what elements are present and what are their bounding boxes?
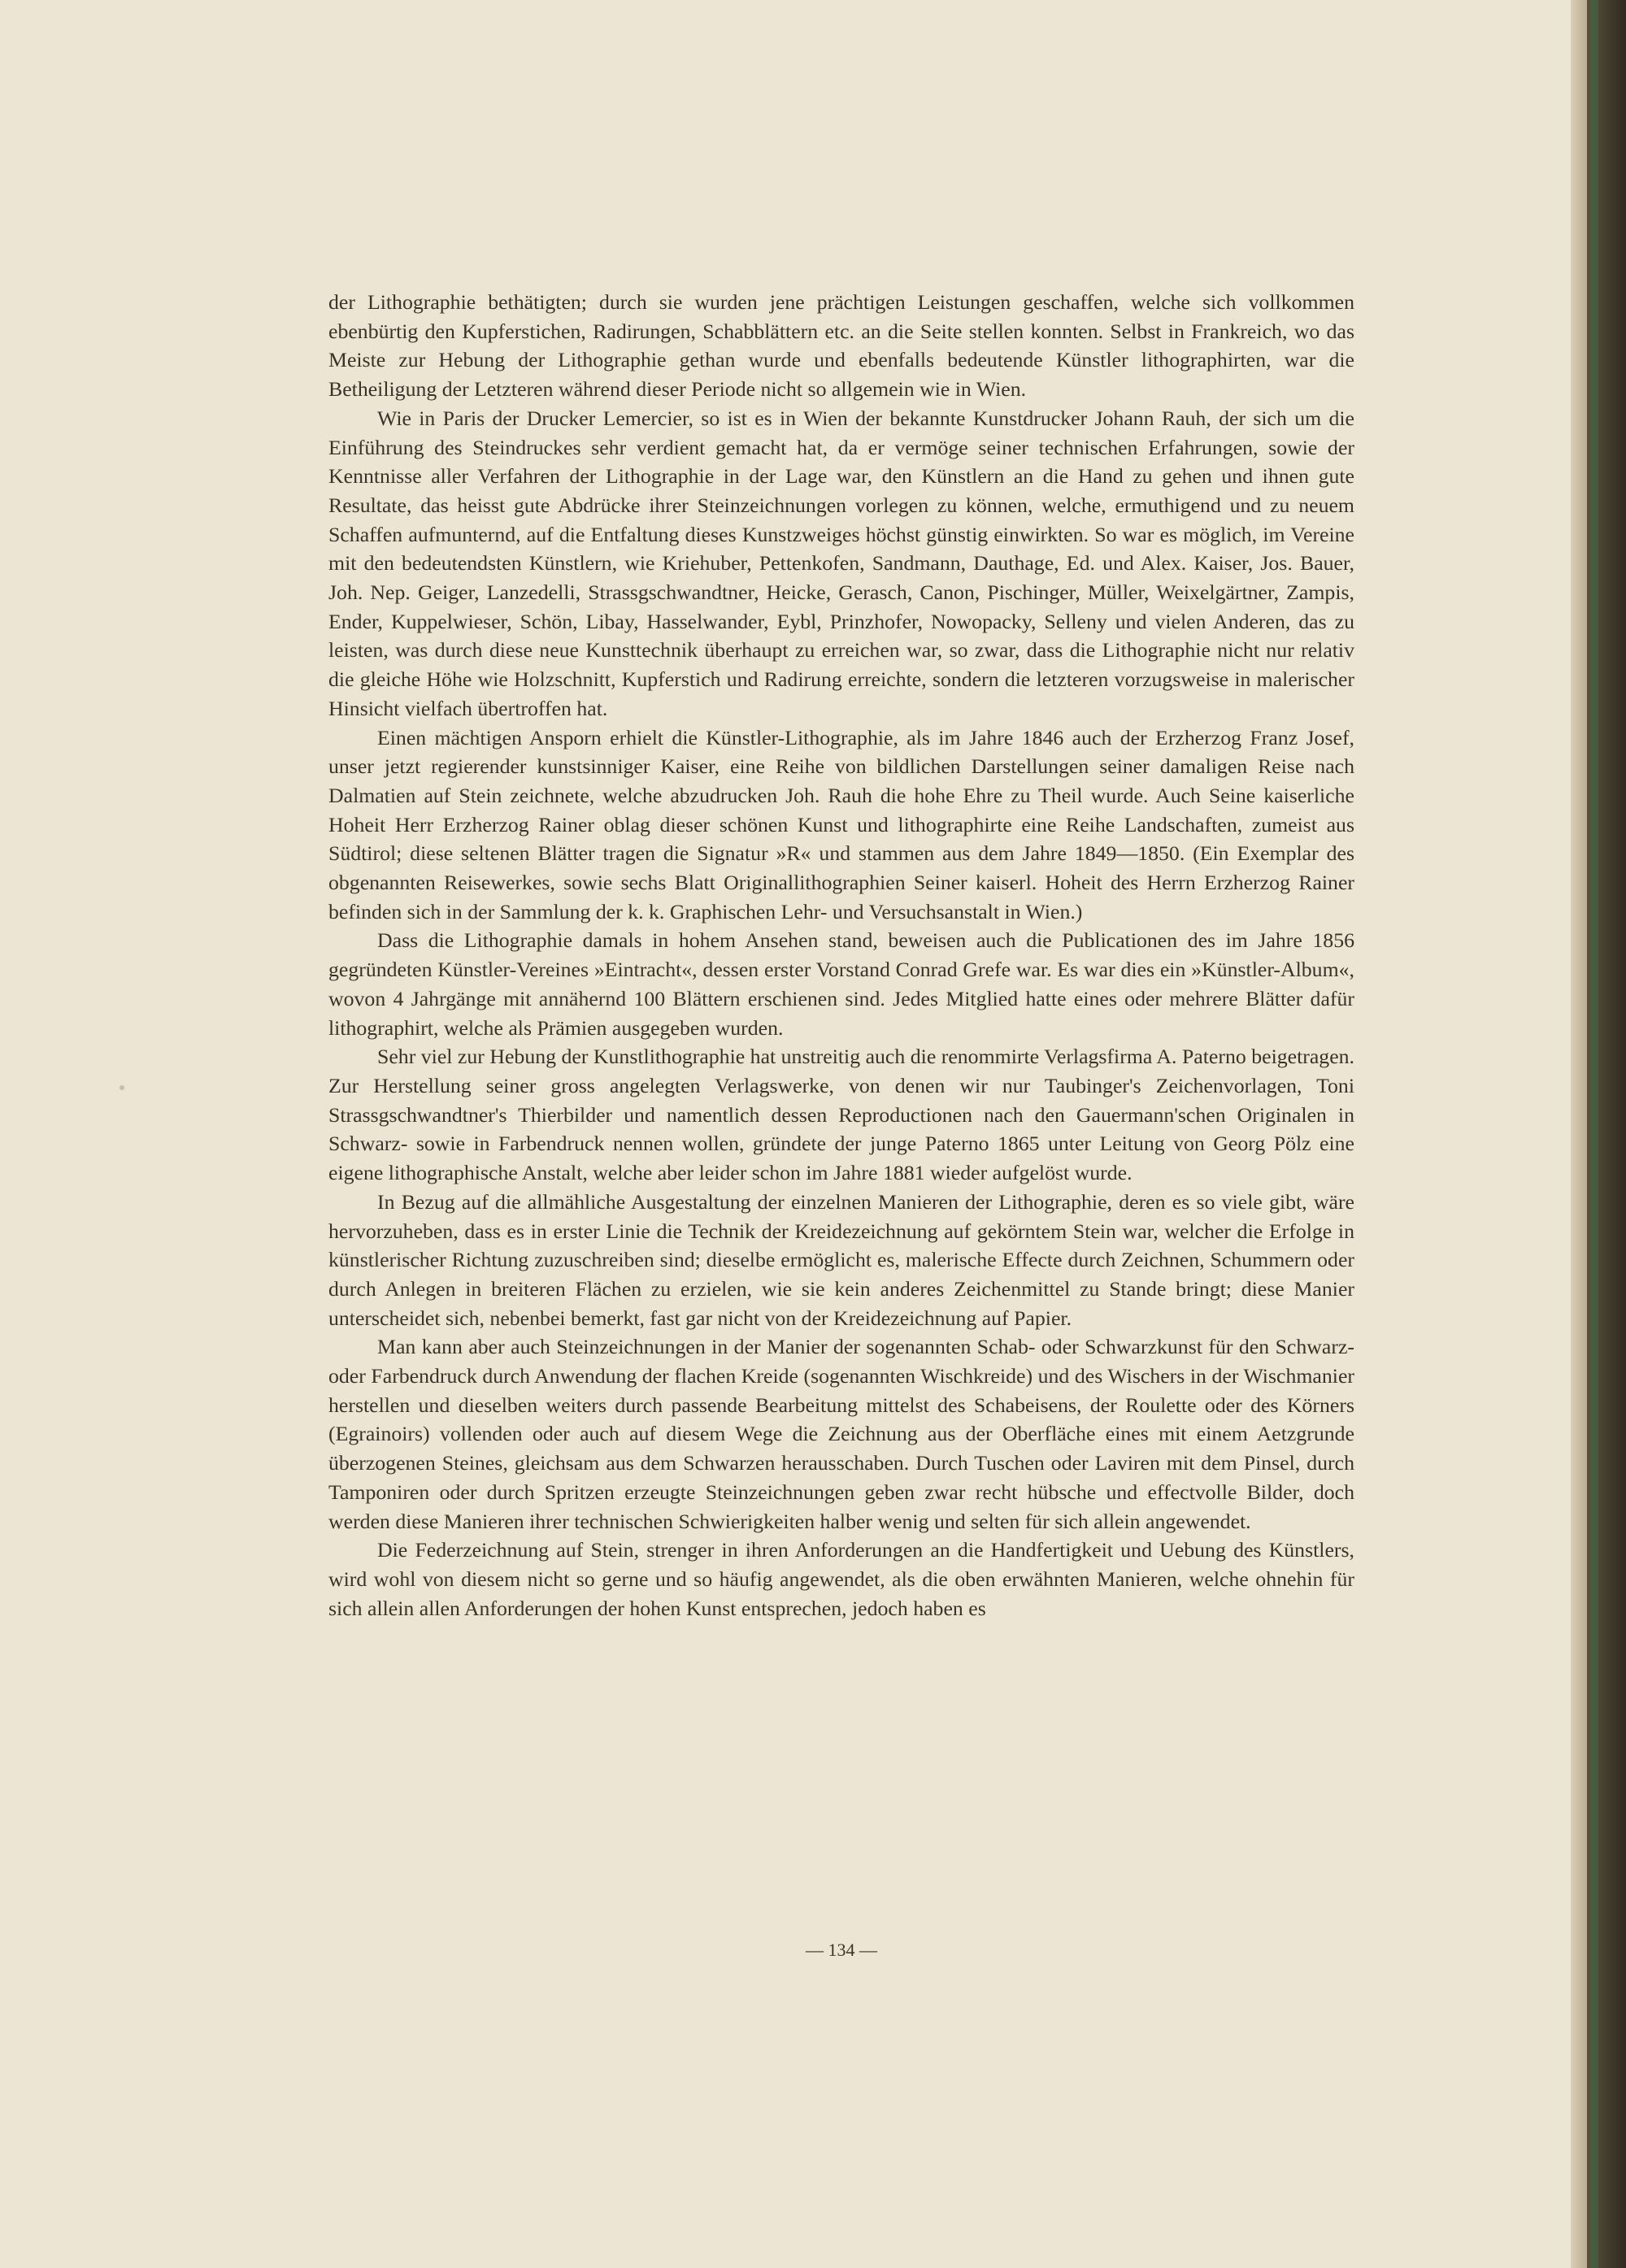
page-edge	[1571, 0, 1587, 2268]
paragraph-6: In Bezug auf die allmähliche Ausgestaltung der einzelnen Manieren der Lithographie, deren es so viele gibt, wäre hervorzuheben, dass es in erster Linie die Technik der Kreidezeichnung auf gekörntem Stein war, welcher die Erfolge in künstlerischer Richtung zuzuschreiben sind; dieselbe ermöglicht es, malerische Effecte durch Zeichnen, Schummern oder durch Anlegen in breiteren Flächen zu erzielen, wie sie kein anderes Zeichenmittel zu Stande bringt; diese Manier unterscheidet sich, nebenbei bemerkt, fast gar nicht von der Kreidezeichnung auf Papier.	[328, 1189, 1354, 1330]
paragraph-1: der Lithographie bethätigten; durch sie wurden jene prächtigen Leistungen geschaffen, welche sich vollkommen ebenbürtig den Kupferstichen, Radirungen, Schabblättern etc. an die Seite stellen konnten. Selbst in Frankreich, wo das Meiste zur Hebung der Lithographie gethan wurde und ebenfalls bedeutende Künstler lithographirten, war die Betheiligung der Letzteren während dieser Periode nicht so allgemein wie in Wien.	[328, 290, 1354, 402]
paper-spot	[120, 1085, 124, 1090]
binding-cloth-strip	[1590, 0, 1598, 2268]
paragraph-4: Dass die Lithographie damals in hohem Ansehen stand, beweisen auch die Publicationen des im Jahre 1856 gegründeten Künstler-Vereines »Eintracht«, dessen erster Vorstand Conrad Grefe war. Es war dies ein »Künstler-Album«, wovon 4 Jahrgänge mit annähernd 100 Blättern erschienen sind. Jedes Mitglied hatte eines oder mehrere Blätter dafür lithographirt, welche als Prämien ausgegeben wurden.	[328, 928, 1354, 1040]
paragraph-5: Sehr viel zur Hebung der Kunstlithographie hat unstreitig auch die renommirte Verlagsfirma A. Paterno beigetragen. Zur Herstellung seiner gross angelegten Verlagswerke, von denen wir nur Taubinger's Zeichenvorlagen, Toni Strassgschwandtner's Thierbilder und namentlich dessen Reproductionen nach den Gauermann'schen Originalen in Schwarz- sowie in Farbendruck nennen wollen, gründete der junge Paterno 1865 unter Leitung von Georg Pölz eine eigene lithographische Anstalt, welche aber leider schon im Jahre 1881 wieder aufgelöst wurde.	[328, 1045, 1354, 1185]
paragraph-8: Die Federzeichnung auf Stein, strenger in ihren Anforderungen an die Handfertigkeit und Uebung des Künstlers, wird wohl von diesem nicht so gerne und so häufig angewendet, als die oben erwähnten Manieren, welche ohnehin für sich allein allen Anforderungen der hohen Kunst entsprechen, jedoch haben es	[328, 1538, 1354, 1620]
paragraph-3: Einen mächtigen Ansporn erhielt die Künstler-Lithographie, als im Jahre 1846 auch der Erzherzog Franz Josef, unser jetzt regierender kunstsinniger Kaiser, eine Reihe von bildlichen Darstellungen seiner damaligen Reise nach Dalmatien auf Stein zeichnete, welche abzudrucken Joh. Rauh die hohe Ehre zu Theil wurde. Auch Seine kaiserliche Hoheit Herr Erzherzog Rainer oblag dieser schönen Kunst und lithographirte eine Reihe Landschaften, zumeist aus Südtirol; diese seltenen Blätter tragen die Signatur »R« und stammen aus dem Jahre 1849—1850. (Ein Exemplar des obgenannten Reisewerkes, sowie sechs Blatt Originallithographien Seiner kaiserl. Hoheit des Herrn Erzherzog Rainer befinden sich in der Sammlung der k. k. Graphischen Lehr- und Versuchsanstalt in Wien.)	[328, 725, 1354, 923]
body-text	[328, 288, 1354, 1623]
paragraph-7: Man kann aber auch Steinzeichnungen in der Manier der sogenannten Schab- oder Schwarzkunst für den Schwarz- oder Farbendruck durch Anwendung der flachen Kreide (sogenannten Wischkreide) und des Wischers in der Wischmanier herstellen und dieselben weiters durch passende Bearbeitung mittelst des Schabeisens, der Roulette oder des Körners (Egrainoirs) vollenden oder auch auf diesem Wege die Zeichnung aus der Oberfläche eines mit einem Aetzgrunde überzogenen Steines, gleichsam aus dem Schwarzen herausschaben. Durch Tuschen oder Laviren mit dem Pinsel, durch Tamponiren oder durch Spritzen erzeugte Steinzeichnungen geben zwar recht hübsche und effectvolle Bilder, doch werden diese Manieren ihrer technischen Schwierigkeiten halber wenig und selten für sich allein angewendet.	[328, 1335, 1354, 1533]
paragraph-2: Wie in Paris der Drucker Lemercier, so ist es in Wien der bekannte Kunstdrucker Johann Rauh, der sich um die Einführung des Steindruckes sehr verdient gemacht hat, da er vermöge seiner technischen Erfahrungen, sowie der Kenntnisse aller Verfahren der Lithographie in der Lage war, den Künstlern an die Hand zu gehen und ihnen gute Resultate, das heisst gute Abdrücke ihrer Steinzeichnungen vorlegen zu können, welche, ermuthigend und zu neuem Schaffen aufmunternd, auf die Entfaltung dieses Kunstzweiges höchst günstig einwirkten. So war es möglich, im Vereine mit den bedeutendsten Künstlern, wie Kriehuber, Pettenkofen, Sandmann, Dauthage, Ed. und Alex. Kaiser, Jos. Bauer, Joh. Nep. Geiger, Lanzedelli, Strassgschwandtner, Heicke, Gerasch, Canon, Pischinger, Müller, Weixelgärtner, Zampis, Ender, Kuppelwieser, Schön, Libay, Hasselwander, Eybl, Prinzhofer, Nowopacky, Selleny und vielen Anderen, das zu leisten, was durch diese neue Kunsttechnik überhaupt zu erreichen war, so zwar, dass die Lithographie nicht nur relativ die gleiche Höhe wie Holzschnitt, Kupferstich und Radirung erreichte, sondern die letzteren vorzugsweise in malerischer Hinsicht vielfach übertroffen hat.	[328, 406, 1354, 720]
page-number: — 134 —	[806, 1940, 877, 1960]
